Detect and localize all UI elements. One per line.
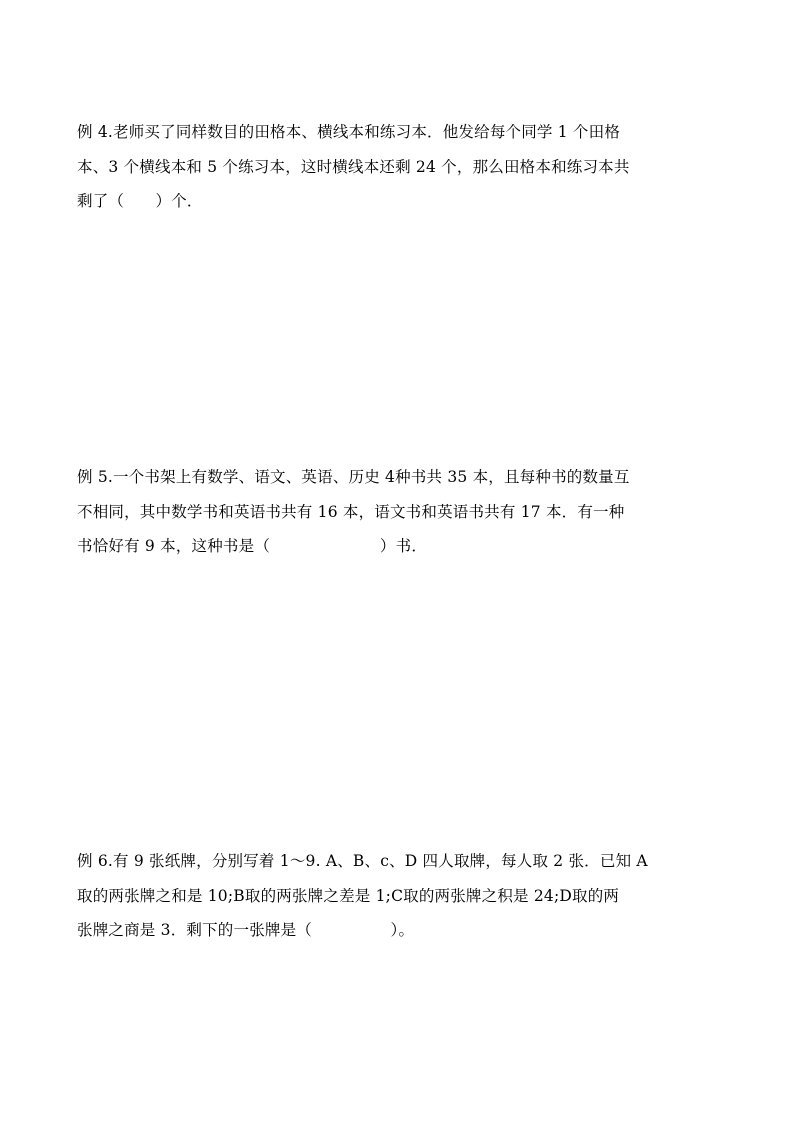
problem-5-line-3: 书恰好有 9 本，这种书是（ ）书． [77,537,428,555]
problem-4 [77,115,722,219]
problem-6-line-3: 张牌之商是 3．剩下的一张牌是（ ）。 [77,921,415,939]
problem-4-line-1: 例 4.老师买了同样数目的田格本、横线本和练习本．他发给每个同学 1 个田格 [77,123,621,141]
problem-6 [77,844,722,948]
problem-6-line-1: 例 6.有 9 张纸牌，分别写着 1～9. A、B、c、D 四人取牌，每人取 2 张．已知 A [77,852,648,870]
problem-5-line-1: 例 5.一个书架上有数学、语文、英语、历史 4种书共 35 本，且每种书的数量互 [77,468,630,486]
problem-4-line-3: 剩了（ ）个． [77,192,203,210]
problem-6-line-2: 取的两张牌之和是 10;B取的两张牌之差是 1;C取的两张牌之积是 24;D取的两 [77,886,620,905]
problem-4-line-2: 本、3 个横线本和 5 个练习本，这时横线本还剩 24 个，那么田格本和练习本共 [77,157,630,176]
problem-5-line-2: 不相同，其中数学书和英语书共有 16 本，语文书和英语书共有 17 本．有一种 [77,502,625,521]
problem-5 [77,460,722,564]
